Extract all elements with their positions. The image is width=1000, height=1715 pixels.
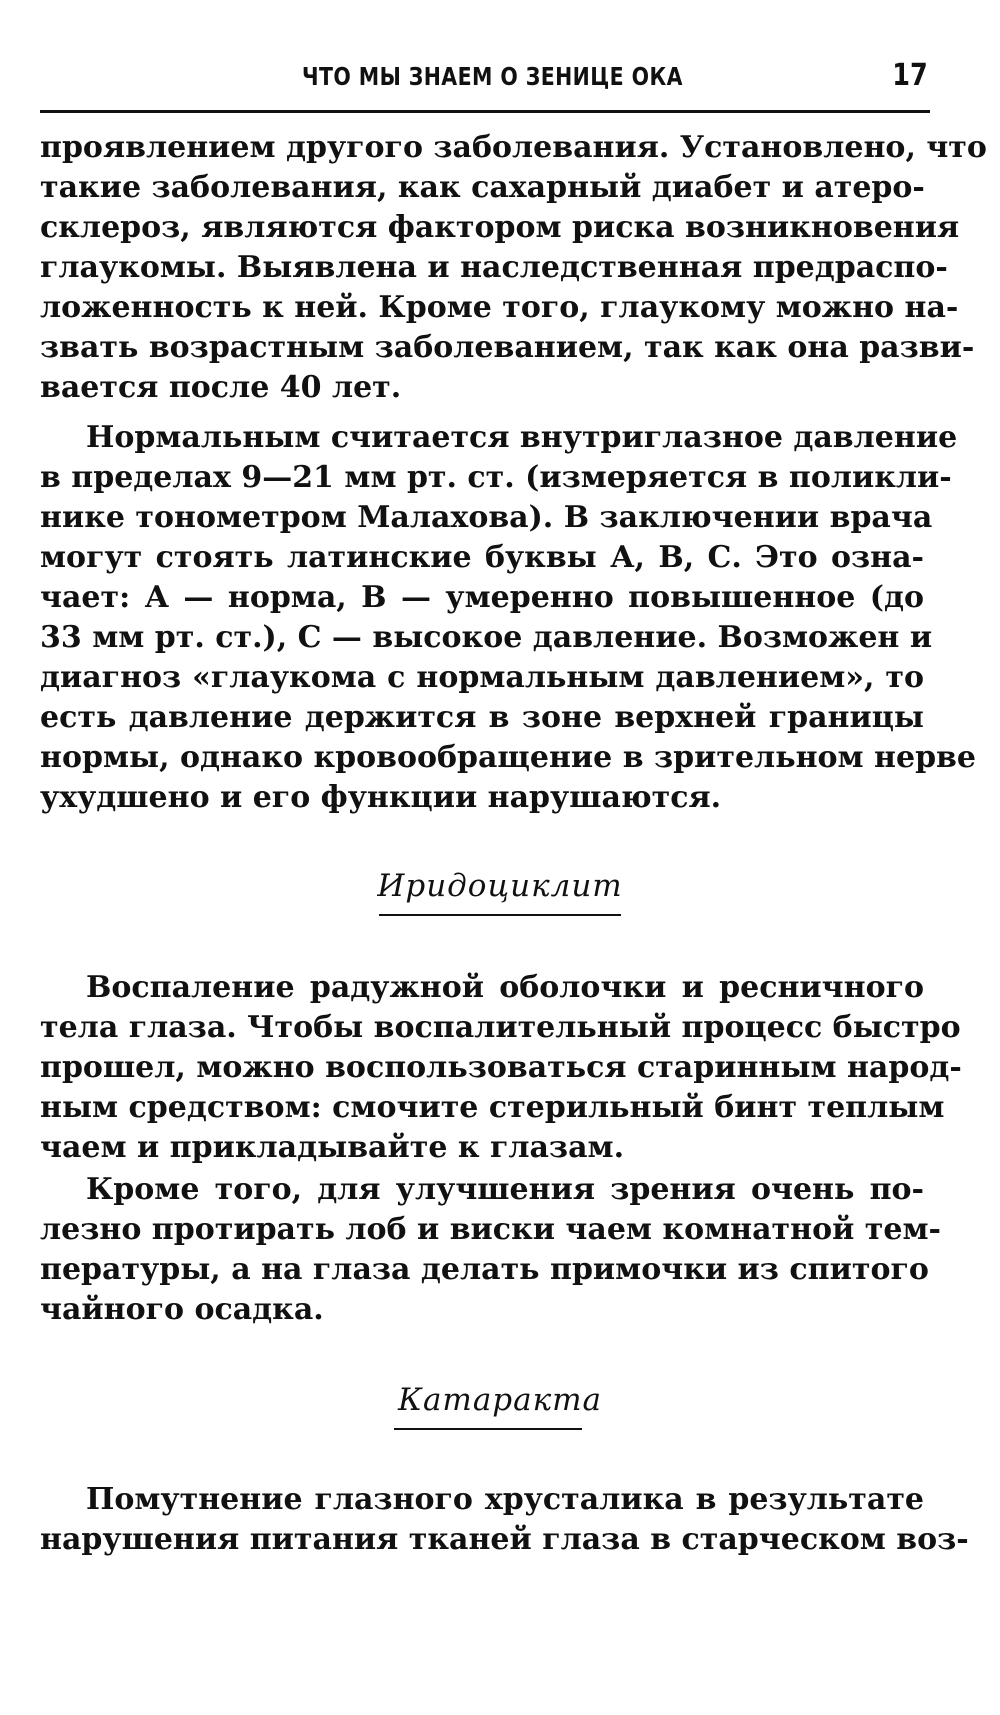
text-line: прошел, можно воспользоваться старинным народ- (40, 1050, 962, 1085)
text-line: Воспаление радужной оболочки и ресничного (86, 970, 924, 1005)
text-line: Кроме того, для улучшения зрения очень по- (86, 1172, 924, 1207)
text-line: глаукомы. Выявлена и наследственная предраспо- (40, 250, 948, 285)
text-line: диагноз «глаукома с нормальным давлением», то (40, 660, 924, 695)
text-line: нарушения питания тканей глаза в старческом воз- (40, 1522, 969, 1557)
section-heading-rule (379, 914, 621, 916)
text-line: тела глаза. Чтобы воспалительный процесс быстро (40, 1010, 961, 1045)
text-line: нике тонометром Малахова). В заключении врача (40, 500, 933, 535)
text-line: 33 мм рт. ст.), С — высокое давление. Возможен и (40, 620, 933, 655)
text-line: чайного осадка. (40, 1292, 324, 1327)
section-heading-rule (394, 1428, 582, 1430)
text-line: есть давление держится в зоне верхней границы (40, 700, 924, 735)
text-line: вается после 40 лет. (40, 370, 402, 405)
text-line: Нормальным считается внутриглазное давление (86, 420, 958, 455)
text-line: чаем и прикладывайте к глазам. (40, 1130, 625, 1165)
header-rule (40, 110, 930, 113)
text-line: лезно протирать лоб и виски чаем комнатной тем- (40, 1212, 941, 1247)
text-line: такие заболевания, как сахарный диабет и атеро- (40, 170, 925, 205)
text-line: ным средством: смочите стерильный бинт теплым (40, 1090, 945, 1125)
text-line: Помутнение глазного хрусталика в результате (86, 1482, 924, 1517)
text-line: звать возрастным заболеванием, так как она разви- (40, 330, 975, 365)
text-line: чает: А — норма, В — умеренно повышенное (до (40, 580, 924, 615)
text-line: ложенность к ней. Кроме того, глаукому можно на- (40, 290, 959, 325)
section-heading: Иридоциклит (377, 868, 623, 904)
page-number: 17 (892, 58, 928, 93)
text-line: ухудшено и его функции нарушаются. (40, 780, 722, 815)
text-line: могут стоять латинские буквы А, В, С. Это озна- (40, 540, 924, 575)
running-header (40, 58, 930, 102)
text-line: в пределах 9—21 мм рт. ст. (измеряется в поликли- (40, 460, 952, 495)
text-line: нормы, однако кровообращение в зрительном нерве (40, 740, 976, 775)
running-title: ЧТО МЫ ЗНАЕМ О ЗЕНИЦЕ ОКА (302, 62, 683, 91)
text-line: пературы, а на глаза делать примочки из спитого (40, 1252, 929, 1287)
section-heading: Катаракта (397, 1382, 603, 1418)
text-line: проявлением другого заболевания. Установлено, что (40, 130, 987, 165)
text-line: склероз, являются фактором риска возникновения (40, 210, 960, 245)
